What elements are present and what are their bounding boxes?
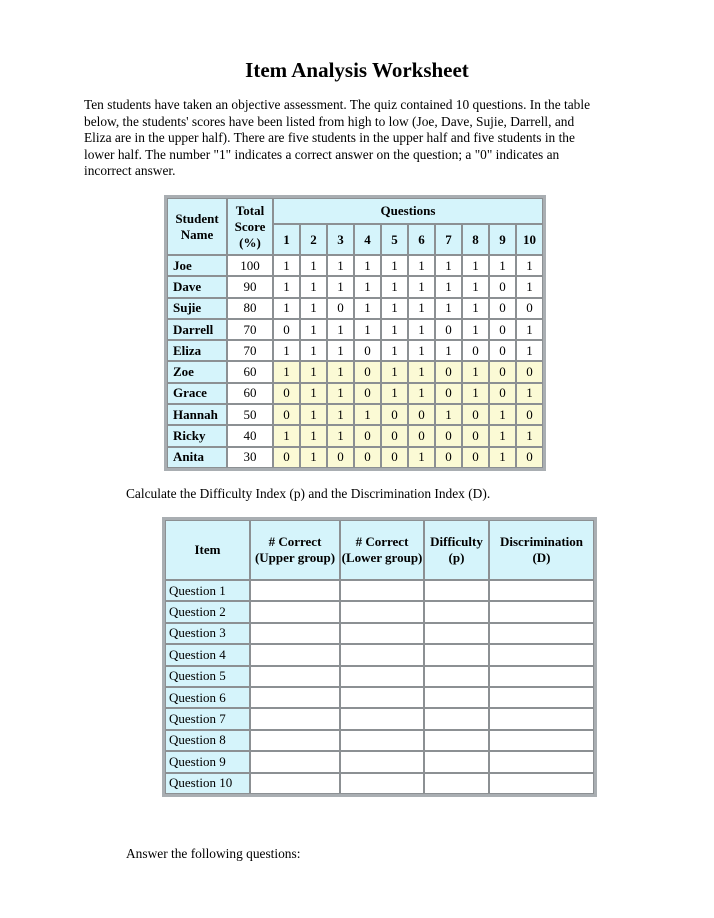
answer-cell: 0 — [516, 447, 543, 468]
answer-cell: 0 — [408, 404, 435, 425]
answer-cell: 1 — [408, 276, 435, 297]
student-name: Ricky — [167, 425, 227, 446]
answer-cell: 1 — [462, 298, 489, 319]
analysis-row — [165, 708, 594, 729]
answer-cell: 1 — [435, 276, 462, 297]
analysis-row — [165, 623, 594, 644]
answer-cell: 1 — [300, 255, 327, 276]
answer-cell: 1 — [435, 340, 462, 361]
answer-cell: 1 — [354, 319, 381, 340]
item-header: Item — [165, 520, 250, 580]
answer-cell: 1 — [489, 404, 516, 425]
upper-correct-cell[interactable] — [250, 751, 340, 772]
answer-cell: 0 — [273, 319, 300, 340]
answer-cell: 1 — [516, 319, 543, 340]
answer-cell: 1 — [381, 383, 408, 404]
question-number-header: 3 — [327, 224, 354, 255]
difficulty-header: Difficulty (p) — [424, 520, 489, 580]
total-score: 60 — [227, 361, 273, 382]
answer-cell: 0 — [327, 298, 354, 319]
question-number-header: 9 — [489, 224, 516, 255]
item-label: Question 2 — [165, 601, 250, 622]
answer-cell: 1 — [408, 447, 435, 468]
item-label: Question 5 — [165, 666, 250, 687]
lower-correct-cell[interactable] — [340, 751, 424, 772]
answer-cell: 1 — [435, 404, 462, 425]
lower-correct-cell[interactable] — [340, 687, 424, 708]
answer-cell: 1 — [516, 255, 543, 276]
lower-correct-cell[interactable] — [340, 644, 424, 665]
question-number-header: 5 — [381, 224, 408, 255]
answer-cell: 1 — [327, 425, 354, 446]
answer-cell: 0 — [435, 361, 462, 382]
answer-cell: 0 — [489, 383, 516, 404]
discrimination-cell[interactable] — [489, 687, 594, 708]
answer-cell: 0 — [327, 447, 354, 468]
calculate-instruction: Calculate the Difficulty Index (p) and the Discrimination Index (D). — [126, 486, 491, 501]
answer-cell: 1 — [408, 361, 435, 382]
item-label: Question 4 — [165, 644, 250, 665]
answer-cell: 1 — [408, 319, 435, 340]
answer-cell: 0 — [381, 404, 408, 425]
answer-cell: 0 — [462, 447, 489, 468]
total-score: 30 — [227, 447, 273, 468]
total-score: 80 — [227, 298, 273, 319]
student-name: Sujie — [167, 298, 227, 319]
answer-cell: 1 — [327, 255, 354, 276]
discrimination-cell[interactable] — [489, 730, 594, 751]
answer-cell: 1 — [489, 255, 516, 276]
question-number-header: 7 — [435, 224, 462, 255]
answer-cell: 0 — [354, 383, 381, 404]
answer-cell: 1 — [516, 425, 543, 446]
answer-cell: 1 — [381, 361, 408, 382]
answer-cell: 1 — [381, 276, 408, 297]
total-score: 70 — [227, 340, 273, 361]
answer-cell: 0 — [462, 404, 489, 425]
answer-cell: 0 — [489, 361, 516, 382]
upper-correct-cell[interactable] — [250, 644, 340, 665]
difficulty-cell[interactable] — [424, 623, 489, 644]
question-number-header: 8 — [462, 224, 489, 255]
answer-cell: 0 — [273, 383, 300, 404]
student-name: Zoe — [167, 361, 227, 382]
total-score: 60 — [227, 383, 273, 404]
answer-cell: 1 — [408, 298, 435, 319]
student-row — [167, 340, 543, 361]
answer-cell: 1 — [327, 340, 354, 361]
difficulty-cell[interactable] — [424, 687, 489, 708]
difficulty-cell[interactable] — [424, 730, 489, 751]
total-score: 50 — [227, 404, 273, 425]
item-label: Question 6 — [165, 687, 250, 708]
answer-cell: 0 — [489, 298, 516, 319]
question-number-header: 1 — [273, 224, 300, 255]
answer-cell: 1 — [327, 361, 354, 382]
student-name: Hannah — [167, 404, 227, 425]
answer-cell: 1 — [300, 383, 327, 404]
student-row — [167, 447, 543, 468]
item-label: Question 8 — [165, 730, 250, 751]
item-label: Question 9 — [165, 751, 250, 772]
answer-cell: 0 — [516, 298, 543, 319]
answer-cell: 1 — [435, 298, 462, 319]
answer-cell: 1 — [462, 361, 489, 382]
answer-cell: 1 — [462, 319, 489, 340]
total-score-header: Total Score (%) — [227, 198, 273, 255]
answer-cell: 0 — [489, 340, 516, 361]
answer-cell: 0 — [435, 319, 462, 340]
answer-cell: 1 — [462, 255, 489, 276]
discrimination-header: Discrimination (D) — [489, 520, 594, 580]
total-score: 90 — [227, 276, 273, 297]
answer-cell: 1 — [381, 298, 408, 319]
analysis-row — [165, 751, 594, 772]
answer-cell: 0 — [516, 404, 543, 425]
lower-correct-cell[interactable] — [340, 773, 424, 794]
question-number-header: 10 — [516, 224, 543, 255]
total-score: 70 — [227, 319, 273, 340]
answer-cell: 1 — [435, 255, 462, 276]
analysis-row — [165, 687, 594, 708]
answer-cell: 1 — [354, 298, 381, 319]
answer-cell: 0 — [435, 383, 462, 404]
student-row — [167, 361, 543, 382]
student-name: Anita — [167, 447, 227, 468]
answer-cell: 1 — [300, 404, 327, 425]
student-name: Dave — [167, 276, 227, 297]
answer-cell: 1 — [516, 340, 543, 361]
answer-cell: 0 — [462, 340, 489, 361]
answer-cell: 1 — [354, 404, 381, 425]
intro-paragraph: Ten students have taken an objective assessment. The quiz contained 10 questions. In the table below, the students' scores have been listed from high to low (Joe, Dave, Sujie, Darrell, and Eliza are in the upper half). There are five students in the upper half and five students in the lower half. The number "1" indicates a correct answer on the question; a "0" indicates an incorrect answer. — [84, 97, 591, 179]
student-row — [167, 276, 543, 297]
lower-correct-header: # Correct (Lower group) — [340, 520, 424, 580]
question-number-header: 4 — [354, 224, 381, 255]
student-row — [167, 404, 543, 425]
student-row — [167, 319, 543, 340]
difficulty-cell[interactable] — [424, 708, 489, 729]
discrimination-cell[interactable] — [489, 708, 594, 729]
student-row — [167, 255, 543, 276]
student-row — [167, 425, 543, 446]
answer-cell: 0 — [516, 361, 543, 382]
answer-cell: 1 — [300, 276, 327, 297]
student-row — [167, 383, 543, 404]
questions-header: Questions — [273, 198, 543, 224]
discrimination-cell[interactable] — [489, 666, 594, 687]
answer-cell: 0 — [354, 340, 381, 361]
item-label: Question 7 — [165, 708, 250, 729]
difficulty-cell[interactable] — [424, 751, 489, 772]
item-label: Question 10 — [165, 773, 250, 794]
answer-cell: 1 — [462, 383, 489, 404]
analysis-row — [165, 644, 594, 665]
upper-correct-cell[interactable] — [250, 601, 340, 622]
difficulty-cell[interactable] — [424, 773, 489, 794]
answer-cell: 0 — [381, 425, 408, 446]
lower-correct-cell[interactable] — [340, 623, 424, 644]
item-label: Question 1 — [165, 580, 250, 601]
answer-cell: 1 — [408, 340, 435, 361]
answer-cell: 1 — [300, 447, 327, 468]
upper-correct-cell[interactable] — [250, 580, 340, 601]
answer-cell: 1 — [327, 319, 354, 340]
upper-correct-cell[interactable] — [250, 666, 340, 687]
answer-cell: 1 — [327, 383, 354, 404]
answer-cell: 1 — [273, 361, 300, 382]
answer-cell: 1 — [516, 383, 543, 404]
answer-prompt: Answer the following questions: — [126, 846, 301, 861]
answer-cell: 0 — [381, 447, 408, 468]
student-name: Joe — [167, 255, 227, 276]
upper-correct-cell[interactable] — [250, 623, 340, 644]
lower-correct-cell[interactable] — [340, 666, 424, 687]
student-name-header: Student Name — [167, 198, 227, 255]
difficulty-cell[interactable] — [424, 601, 489, 622]
difficulty-cell[interactable] — [424, 580, 489, 601]
answer-cell: 1 — [273, 340, 300, 361]
answer-cell: 0 — [462, 425, 489, 446]
answer-cell: 0 — [435, 447, 462, 468]
discrimination-cell[interactable] — [489, 644, 594, 665]
discrimination-cell[interactable] — [489, 623, 594, 644]
answer-cell: 1 — [300, 298, 327, 319]
answer-cell: 1 — [516, 276, 543, 297]
upper-correct-cell[interactable] — [250, 730, 340, 751]
discrimination-cell[interactable] — [489, 580, 594, 601]
answer-cell: 1 — [300, 361, 327, 382]
answer-cell: 1 — [381, 319, 408, 340]
lower-correct-cell[interactable] — [340, 601, 424, 622]
item-analysis-table — [162, 517, 597, 797]
analysis-row — [165, 601, 594, 622]
total-score: 100 — [227, 255, 273, 276]
discrimination-cell[interactable] — [489, 751, 594, 772]
upper-correct-header: # Correct (Upper group) — [250, 520, 340, 580]
answer-cell: 1 — [300, 340, 327, 361]
student-scores-table — [164, 195, 546, 471]
answer-cell: 1 — [462, 276, 489, 297]
lower-correct-cell[interactable] — [340, 730, 424, 751]
question-number-header: 6 — [408, 224, 435, 255]
answer-cell: 1 — [408, 255, 435, 276]
answer-cell: 1 — [273, 298, 300, 319]
total-score: 40 — [227, 425, 273, 446]
answer-cell: 0 — [489, 276, 516, 297]
answer-cell: 0 — [273, 404, 300, 425]
answer-cell: 1 — [489, 425, 516, 446]
student-name: Grace — [167, 383, 227, 404]
discrimination-cell[interactable] — [489, 773, 594, 794]
analysis-row — [165, 666, 594, 687]
answer-cell: 1 — [273, 425, 300, 446]
answer-cell: 1 — [381, 255, 408, 276]
discrimination-cell[interactable] — [489, 601, 594, 622]
upper-correct-cell[interactable] — [250, 708, 340, 729]
answer-cell: 1 — [300, 425, 327, 446]
upper-correct-cell[interactable] — [250, 687, 340, 708]
page-title: Item Analysis Worksheet — [245, 58, 469, 82]
analysis-row — [165, 730, 594, 751]
answer-cell: 0 — [408, 425, 435, 446]
answer-cell: 1 — [381, 340, 408, 361]
lower-correct-cell[interactable] — [340, 580, 424, 601]
answer-cell: 1 — [354, 276, 381, 297]
answer-cell: 0 — [354, 425, 381, 446]
item-label: Question 3 — [165, 623, 250, 644]
analysis-row — [165, 773, 594, 794]
answer-cell: 1 — [327, 276, 354, 297]
answer-cell: 1 — [273, 255, 300, 276]
answer-cell: 0 — [435, 425, 462, 446]
answer-cell: 0 — [273, 447, 300, 468]
answer-cell: 1 — [273, 276, 300, 297]
difficulty-cell[interactable] — [424, 666, 489, 687]
answer-cell: 1 — [327, 404, 354, 425]
upper-correct-cell[interactable] — [250, 773, 340, 794]
answer-cell: 0 — [354, 447, 381, 468]
answer-cell: 1 — [300, 319, 327, 340]
lower-correct-cell[interactable] — [340, 708, 424, 729]
answer-cell: 1 — [489, 447, 516, 468]
student-name: Eliza — [167, 340, 227, 361]
answer-cell: 0 — [489, 319, 516, 340]
answer-cell: 1 — [408, 383, 435, 404]
student-row — [167, 298, 543, 319]
analysis-row — [165, 580, 594, 601]
answer-cell: 1 — [354, 255, 381, 276]
student-name: Darrell — [167, 319, 227, 340]
question-number-header: 2 — [300, 224, 327, 255]
difficulty-cell[interactable] — [424, 644, 489, 665]
answer-cell: 0 — [354, 361, 381, 382]
